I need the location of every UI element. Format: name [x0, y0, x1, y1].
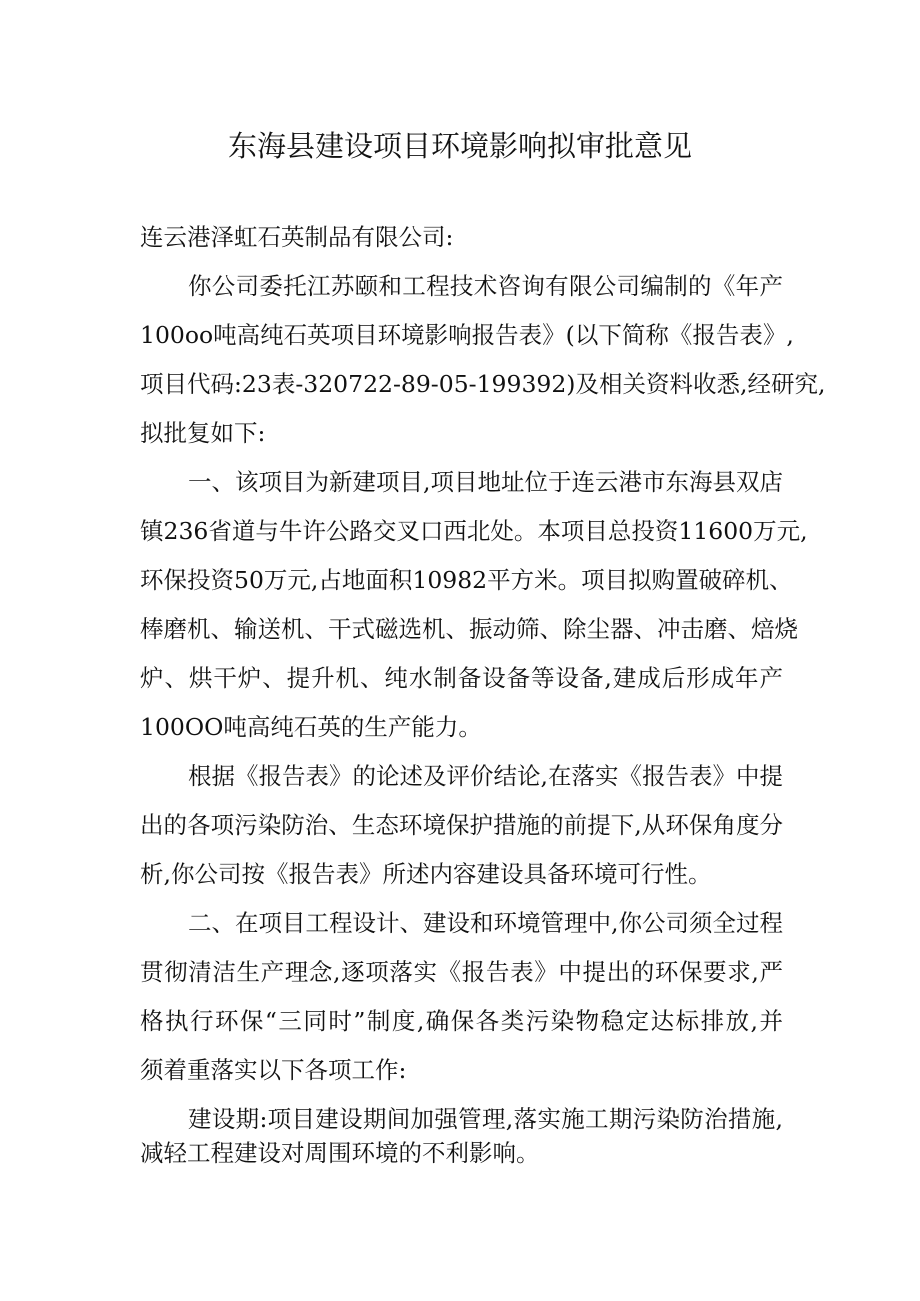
- body-line: 须着重落实以下各项工作:: [140, 1056, 407, 1084]
- body-line: 建设期:项目建设期间加强管理,落实施工期污染防治措施,: [188, 1105, 783, 1133]
- body-line: 100OO吨高纯石英的生产能力。: [140, 713, 482, 741]
- body-line: 拟批复如下:: [140, 419, 266, 447]
- body-line: 100oo吨高纯石英项目环境影响报告表》(以下简称《报告表》,: [140, 321, 794, 349]
- body-line: 贯彻清洁生产理念,逐项落实《报告表》中提出的环保要求,严: [140, 958, 783, 986]
- body-line: 格执行环保“三同时”制度,确保各类污染物稳定达标排放,并: [140, 1007, 783, 1035]
- body-line: 出的各项污染防治、生态环境保护措施的前提下,从环保角度分: [140, 811, 783, 839]
- body-line: 减轻工程建设对周围环境的不利影响。: [140, 1139, 540, 1167]
- body-line: 根据《报告表》的论述及评价结论,在落实《报告表》中提: [188, 762, 783, 790]
- document-title: 东海县建设项目环境影响拟审批意见: [227, 129, 692, 163]
- recipient-line: 连云港泽虹石英制品有限公司:: [140, 223, 454, 251]
- body-line: 你公司委托江苏颐和工程技术咨询有限公司编制的《年产: [188, 272, 783, 300]
- body-line: 镇236省道与牛许公路交叉口西北处。本项目总投资11600万元,: [140, 517, 808, 545]
- body-line: 项目代码:23表-320722-89-05-199392)及相关资料收悉,经研究,: [140, 370, 826, 398]
- body-line: 析,你公司按《报告表》所述内容建设具备环境可行性。: [140, 860, 712, 888]
- body-line: 一、该项目为新建项目,项目地址位于连云港市东海县双店: [188, 468, 783, 496]
- body-line: 炉、烘干炉、提升机、纯水制备设备等设备,建成后形成年产: [140, 664, 783, 692]
- body-line: 二、在项目工程设计、建设和环境管理中,你公司须全过程: [188, 909, 783, 937]
- body-line: 棒磨机、输送机、干式磁选机、振动筛、除尘器、冲击磨、焙烧: [140, 615, 798, 643]
- body-line: 环保投资50万元,占地面积10982平方米。项目拟购置破碎机、: [140, 566, 793, 594]
